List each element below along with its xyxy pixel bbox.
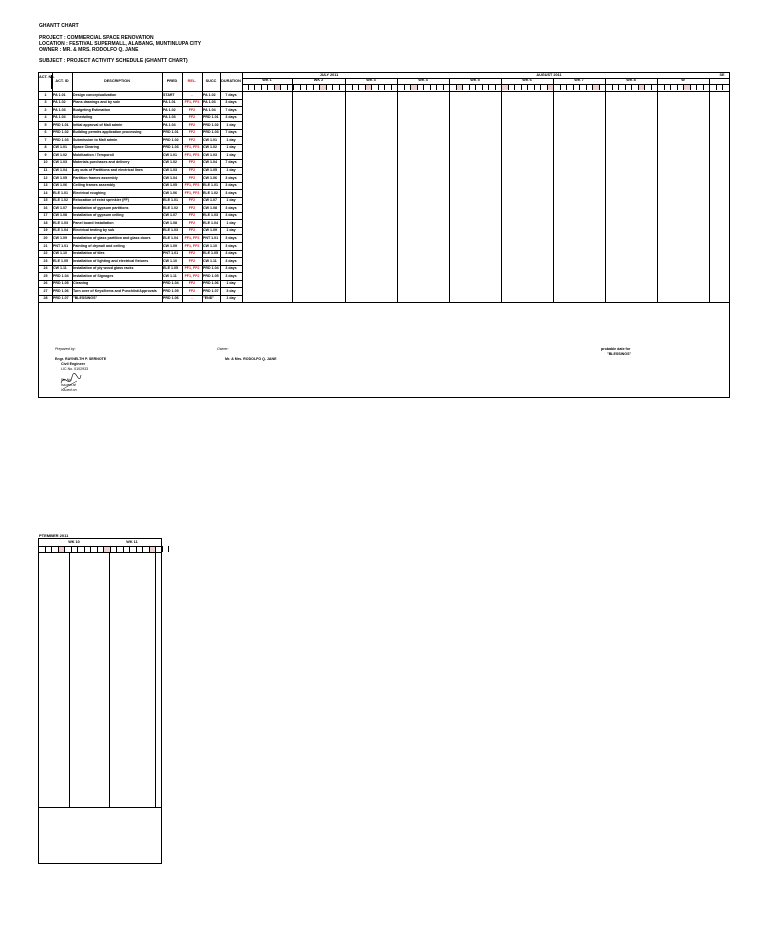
row-id: PA 1.01 bbox=[53, 92, 66, 97]
row-no: 16 bbox=[43, 205, 48, 210]
grid-line bbox=[39, 189, 242, 190]
grid-line bbox=[292, 78, 293, 302]
row-pred: CW 1.01 bbox=[163, 152, 177, 157]
week-header: WK 5 bbox=[470, 78, 480, 82]
row-pred: ELE 1.01 bbox=[163, 198, 178, 203]
row-id: ELE 1.03 bbox=[53, 220, 68, 225]
row-rel: FF1, FF2 bbox=[184, 152, 200, 157]
row-rel: FF2 bbox=[188, 160, 196, 165]
row-dur: 1 day bbox=[226, 122, 236, 127]
probable-date-value: "BLESSINGS" bbox=[607, 352, 632, 356]
row-dur: 1 day bbox=[226, 152, 236, 157]
row-id: PRD 1.07 bbox=[53, 296, 69, 301]
row-id: CW 1.06 bbox=[53, 183, 67, 188]
row-id: ELE 1.05 bbox=[53, 258, 68, 263]
row-rel: FF1, FF2 bbox=[184, 266, 200, 271]
grid-line bbox=[39, 121, 242, 122]
grid-line bbox=[709, 78, 710, 302]
row-succ: PRD 1.02 bbox=[203, 122, 219, 127]
row-desc: Plans drawings and by sole bbox=[73, 100, 121, 105]
row-id: PNT 1.01 bbox=[53, 243, 69, 248]
row-rel: FF1, FF2 bbox=[184, 183, 200, 188]
row-no: 3 bbox=[44, 100, 47, 105]
row-desc: Installation of ply wood glass racks bbox=[73, 266, 134, 271]
row-rel: FF1, FF2 bbox=[184, 145, 200, 150]
grid-line bbox=[39, 106, 242, 107]
row-rel: FF1, FF2 bbox=[184, 273, 200, 278]
row-no: 20 bbox=[43, 235, 48, 240]
row-no: 10 bbox=[43, 160, 48, 165]
row-pred: CW 1.05 bbox=[163, 183, 177, 188]
month-september-continued: PTEMBER 2011 bbox=[39, 533, 69, 538]
row-no: 28 bbox=[43, 296, 48, 301]
owner-label: Owner: bbox=[217, 347, 229, 351]
row-desc: Electrical roughing bbox=[73, 190, 106, 195]
grid-line bbox=[39, 197, 242, 198]
row-succ: CW 1.07 bbox=[203, 198, 217, 203]
row-pred: PNT 1.01 bbox=[163, 251, 179, 256]
week-header: W bbox=[681, 78, 685, 82]
row-pred: PA 1.01 bbox=[163, 100, 176, 105]
grid-line bbox=[182, 73, 183, 302]
row-dur: 3 day bbox=[226, 288, 236, 293]
row-pred: PRD 1.03 bbox=[163, 145, 179, 150]
row-id: CW 1.08 bbox=[53, 213, 67, 218]
row-desc: Cleaning bbox=[73, 281, 89, 286]
signature-icon bbox=[59, 369, 83, 393]
grid-line bbox=[39, 302, 729, 303]
row-no: 25 bbox=[43, 273, 48, 278]
day-cell bbox=[163, 546, 170, 552]
col-header-id: ACT. ID bbox=[55, 79, 69, 83]
grid-line bbox=[39, 250, 242, 251]
row-rel: FF2 bbox=[188, 228, 196, 233]
chart-title: GHANTT CHART bbox=[39, 23, 79, 29]
grid-line bbox=[162, 73, 163, 302]
row-dur: 3 days bbox=[225, 273, 237, 278]
row-desc: Installation of gypsum ceiling bbox=[73, 213, 124, 218]
row-rel: - bbox=[191, 92, 193, 97]
row-no: 2 bbox=[44, 107, 47, 112]
row-dur: 3 days bbox=[225, 258, 237, 263]
grid-line bbox=[155, 552, 156, 807]
week-header: WK 2 bbox=[313, 78, 324, 82]
row-succ: PA 1.04 bbox=[203, 107, 216, 112]
row-succ: PRD 1.03 bbox=[203, 130, 219, 135]
grid-line bbox=[39, 807, 161, 808]
row-pred: CW 1.07 bbox=[163, 213, 177, 218]
row-no: 21 bbox=[43, 243, 48, 248]
row-desc: Budgeting Estimation bbox=[73, 107, 111, 112]
row-id: CW 1.10 bbox=[53, 251, 67, 256]
grid-line bbox=[39, 151, 242, 152]
row-succ: ELE 1.03 bbox=[203, 213, 218, 218]
row-rel: FF2 bbox=[188, 168, 196, 172]
week-header: WK 10 bbox=[68, 540, 80, 544]
row-desc: Ceiling frames assembly bbox=[73, 183, 116, 188]
owner-line: OWNER : MR. & MRS. RODOLFO Q. JANE bbox=[39, 47, 139, 53]
row-id: ELE 1.04 bbox=[53, 228, 68, 233]
row-no: 8 bbox=[44, 145, 47, 150]
row-dur: 7 days bbox=[225, 160, 237, 165]
row-succ: CW 1.03 bbox=[203, 152, 217, 157]
grid-line bbox=[39, 287, 242, 288]
grid-line bbox=[109, 552, 110, 807]
row-succ: PRD 1.07 bbox=[203, 288, 219, 293]
row-rel: FF2 bbox=[188, 288, 196, 293]
row-pred: CW 1.10 bbox=[163, 258, 177, 263]
row-succ: ELE 1.05 bbox=[203, 251, 218, 256]
row-dur: 1 day bbox=[226, 145, 236, 150]
grid-line bbox=[39, 99, 242, 100]
row-pred: ELE 1.04 bbox=[163, 235, 178, 240]
grid-line bbox=[39, 219, 242, 220]
row-pred: PRD 1.05 bbox=[163, 288, 179, 293]
row-rel: FF2 bbox=[188, 220, 196, 225]
week-header: WK 1 bbox=[262, 78, 272, 82]
grid-line bbox=[39, 159, 242, 160]
row-id: CW 1.01 bbox=[53, 145, 67, 150]
prepared-by-label: Prepared by: bbox=[55, 347, 76, 351]
row-no: 14 bbox=[43, 190, 48, 195]
grid-line bbox=[39, 136, 242, 137]
row-desc: Materials purchases and delivery bbox=[73, 160, 130, 165]
row-succ: CW 1.11 bbox=[203, 258, 217, 263]
row-desc: Partition frames assembly bbox=[73, 175, 118, 180]
grid-line bbox=[397, 78, 398, 302]
row-succ: CW 1.09 bbox=[203, 228, 217, 233]
row-no: 1 bbox=[44, 92, 47, 97]
row-succ: PA 1.02 bbox=[203, 92, 216, 97]
row-id: PRD 1.02 bbox=[53, 130, 69, 135]
row-rel: FF1, FF2 bbox=[184, 190, 200, 195]
row-no: 19 bbox=[43, 228, 48, 233]
row-desc: Installation of glass partition and glass doors bbox=[73, 235, 151, 240]
row-desc: Installation of gypsum partitions bbox=[73, 205, 129, 210]
engineer-role: Civil Engineer bbox=[61, 362, 85, 366]
week-header: WK 6 bbox=[522, 78, 532, 82]
row-dur: 7 days bbox=[225, 92, 237, 97]
row-no: 18 bbox=[43, 220, 48, 225]
row-no: 12 bbox=[43, 175, 48, 180]
row-desc: Design conceptualization bbox=[73, 92, 117, 97]
grid-line bbox=[69, 552, 70, 807]
row-desc: Submission to Mall admin bbox=[73, 137, 118, 142]
row-desc: "BLESSINGS" bbox=[73, 296, 98, 301]
grid-line bbox=[39, 204, 242, 205]
row-rel: FF2 bbox=[188, 122, 196, 127]
row-succ: PRD 1.05 bbox=[203, 273, 219, 278]
grid-line bbox=[39, 212, 242, 213]
row-id: ELE 1.02 bbox=[53, 198, 68, 203]
row-succ: CW 1.02 bbox=[203, 145, 217, 150]
row-dur: 3 days bbox=[225, 205, 237, 210]
row-rel: FF2 bbox=[188, 175, 196, 180]
row-dur: 1 day bbox=[226, 137, 236, 142]
grid-line bbox=[39, 144, 242, 145]
row-succ: PRD 1.06 bbox=[203, 281, 219, 286]
row-pred: CW 1.11 bbox=[163, 273, 177, 278]
row-rel: FF2 bbox=[188, 251, 196, 256]
grid-line bbox=[39, 167, 242, 168]
probable-date-label: probable date for bbox=[601, 347, 631, 351]
row-desc: Relocation of exist sprinkler (FF) bbox=[73, 198, 129, 203]
row-dur: 1 day bbox=[226, 220, 236, 225]
row-pred: CW 1.09 bbox=[163, 243, 177, 248]
row-pred: PRD 1.02 bbox=[163, 137, 179, 142]
row-desc: Painting of drywall and ceiling bbox=[73, 243, 125, 248]
grid-line bbox=[202, 73, 203, 302]
week-header: WK 4 bbox=[418, 78, 428, 82]
grid-line bbox=[52, 73, 53, 302]
grid-line bbox=[39, 295, 242, 296]
month-september-start: SE bbox=[719, 73, 725, 77]
row-pred: PA 1.02 bbox=[163, 107, 176, 112]
row-dur: 3 days bbox=[225, 183, 237, 188]
row-no: 15 bbox=[43, 198, 48, 203]
row-id: ELE 1.01 bbox=[53, 190, 68, 195]
row-pred: PA 1.03 bbox=[163, 115, 176, 120]
row-desc: Initial approval of Mall admin bbox=[73, 122, 123, 127]
row-dur: 3 days bbox=[225, 213, 237, 218]
subject-line: SUBJECT : PROJECT ACTIVITY SCHEDULE (GHANTT CHART) bbox=[39, 58, 188, 64]
row-pred: ELE 1.02 bbox=[163, 205, 178, 210]
grid-line bbox=[39, 234, 242, 235]
owner-name: Mr. & Mrs. RODOLFO Q. JANE bbox=[225, 357, 277, 361]
grid-line bbox=[39, 174, 242, 175]
engineer-license: LIC No. 0102933 bbox=[61, 367, 89, 371]
grid-line bbox=[39, 91, 729, 92]
row-succ: PRD 1.01 bbox=[203, 115, 219, 120]
month-july: JULY 2011 bbox=[319, 73, 339, 77]
row-rel: FF2 bbox=[188, 213, 196, 218]
row-desc: Installation of tiles bbox=[73, 251, 105, 256]
col-header-succ: SUCC bbox=[205, 79, 217, 83]
row-pred: PRD 1.01 bbox=[163, 130, 179, 135]
row-dur: 3 days bbox=[225, 243, 237, 248]
row-no: 26 bbox=[43, 281, 48, 286]
row-dur: 3 days bbox=[225, 266, 237, 271]
row-id: PA 1.03 bbox=[53, 107, 66, 112]
gantt-sheet bbox=[38, 72, 730, 398]
row-succ: CW 1.06 bbox=[203, 175, 217, 180]
row-succ: ELE 1.02 bbox=[203, 190, 218, 195]
gantt-sheet-continued bbox=[38, 538, 162, 864]
row-no: 9 bbox=[44, 152, 47, 157]
row-id: CW 1.04 bbox=[53, 168, 67, 172]
grid-line bbox=[242, 84, 729, 85]
row-succ: CW 1.01 bbox=[203, 137, 217, 142]
row-rel: FF1, FF2 bbox=[184, 235, 200, 240]
row-succ: CW 1.05 bbox=[203, 168, 217, 172]
ptr-no: Ptr No. bbox=[61, 378, 73, 382]
row-succ: PA 1.03 bbox=[203, 100, 216, 105]
row-id: CW 1.05 bbox=[53, 175, 67, 180]
row-no: 24 bbox=[43, 266, 48, 271]
grid-line bbox=[39, 114, 242, 115]
row-succ: ELE 1.01 bbox=[203, 183, 218, 188]
grid-line bbox=[39, 272, 242, 273]
row-id: PRD 1.06 bbox=[53, 288, 69, 293]
row-no: 7 bbox=[44, 137, 47, 142]
grid-line bbox=[39, 257, 242, 258]
col-header-dur: DURATION bbox=[221, 79, 241, 83]
row-succ: CW 1.08 bbox=[203, 205, 217, 210]
row-dur: 7 days bbox=[225, 107, 237, 112]
row-succ: CW 1.04 bbox=[203, 160, 217, 165]
row-succ: PNT 1.01 bbox=[203, 235, 219, 240]
grid-line bbox=[449, 78, 450, 302]
row-pred: ELE 1.03 bbox=[163, 228, 178, 233]
row-dur: 1 day bbox=[226, 281, 236, 286]
row-dur: 1 day bbox=[226, 228, 236, 233]
grid-line bbox=[39, 546, 161, 547]
row-succ: "END" bbox=[203, 296, 214, 301]
row-rel: FF2 bbox=[188, 205, 196, 210]
grid-line bbox=[220, 73, 221, 302]
row-id: CW 1.07 bbox=[53, 205, 67, 210]
row-desc: Lay outs of Partitions and electrical lines bbox=[73, 168, 143, 172]
row-pred: ELE 1.05 bbox=[163, 266, 178, 271]
row-dur: 1 day bbox=[226, 198, 236, 203]
row-id: CW 1.03 bbox=[53, 160, 67, 165]
col-header-desc: DESCRIPTION bbox=[104, 79, 130, 83]
row-id: PRD 1.03 bbox=[53, 137, 69, 142]
grid-line bbox=[39, 280, 242, 281]
row-pred: PRD 1.06 bbox=[163, 296, 179, 301]
row-no: 13 bbox=[43, 183, 48, 188]
row-rel: FF2 bbox=[188, 107, 196, 112]
row-rel: FF1, FF2 bbox=[184, 100, 200, 105]
row-pred: CW 1.08 bbox=[163, 220, 177, 225]
row-dur: 3 days bbox=[225, 175, 237, 180]
row-id: CW 1.11 bbox=[53, 266, 67, 271]
row-no: 27 bbox=[43, 288, 48, 293]
grid-line bbox=[39, 182, 242, 183]
row-pred: CW 1.04 bbox=[163, 175, 177, 180]
col-header-no: ACT. No. bbox=[39, 75, 52, 89]
grid-line bbox=[39, 227, 242, 228]
row-desc: Scheduling bbox=[73, 115, 93, 120]
row-dur: 3 days bbox=[225, 100, 237, 105]
issued-on: Issued on bbox=[61, 388, 77, 392]
row-no: 22 bbox=[43, 251, 48, 256]
grid-line bbox=[657, 78, 658, 302]
row-desc: Mobilization / Temporoll bbox=[73, 152, 114, 157]
row-desc: Space Clearing bbox=[73, 145, 99, 150]
row-no: 23 bbox=[43, 258, 48, 263]
grid-line bbox=[39, 129, 242, 130]
grid-line bbox=[242, 78, 729, 79]
row-rel: FF2 bbox=[188, 258, 196, 263]
row-desc: Installation of Signages bbox=[73, 273, 114, 278]
row-id: CW 1.09 bbox=[53, 235, 67, 240]
project-line: PROJECT : COMMERCIAL SPACE RENOVATION bbox=[39, 35, 154, 41]
row-pred: PA 1.04 bbox=[163, 122, 176, 127]
row-no: 6 bbox=[44, 130, 47, 135]
col-header-pred: PRED bbox=[166, 79, 178, 83]
row-id: PRD 1.01 bbox=[53, 122, 69, 127]
grid-line bbox=[242, 78, 243, 302]
week-header: WK 11 bbox=[126, 540, 138, 544]
row-no: 17 bbox=[43, 213, 48, 218]
row-rel: FF2 bbox=[188, 281, 196, 286]
row-desc: Electrical testing by sub bbox=[73, 228, 115, 233]
row-dur: 3 days bbox=[225, 235, 237, 240]
row-desc: Building permits application processing bbox=[73, 130, 142, 135]
week-header: WK 7 bbox=[574, 78, 584, 82]
row-id: PA 1.04 bbox=[53, 115, 66, 120]
row-id: CW 1.02 bbox=[53, 152, 67, 157]
row-pred: CW 1.02 bbox=[163, 160, 177, 165]
grid-line bbox=[39, 242, 242, 243]
row-dur: 3 days bbox=[225, 115, 237, 120]
row-no: 11 bbox=[43, 168, 48, 172]
row-rel: FF2 bbox=[188, 115, 196, 120]
location-line: LOCATION : FESTIVAL SUPERMALL, ALABANG, MUNTINLUPA CITY bbox=[39, 41, 202, 47]
row-rel: FF1, FF2 bbox=[184, 243, 200, 248]
grid-line bbox=[605, 78, 606, 302]
row-succ: PRD 1.04 bbox=[203, 266, 219, 271]
issued-at: Issued at bbox=[61, 383, 76, 387]
row-dur: 1 day bbox=[226, 296, 236, 301]
grid-line bbox=[501, 78, 502, 302]
row-rel: - bbox=[191, 296, 193, 301]
row-desc: Panel board Installation bbox=[73, 220, 114, 225]
row-dur: 7 days bbox=[225, 130, 237, 135]
grid-line bbox=[39, 552, 161, 553]
row-rel: FF2 bbox=[188, 198, 196, 203]
row-id: PRD 1.05 bbox=[53, 281, 69, 286]
row-id: PRD 1.04 bbox=[53, 273, 69, 278]
col-header-rel: REL. bbox=[187, 79, 197, 83]
row-desc: Installation of lighting and electrical fixtures bbox=[73, 258, 149, 263]
row-id: PA 1.02 bbox=[53, 100, 66, 105]
row-succ: ELE 1.04 bbox=[203, 220, 218, 225]
grid-line bbox=[72, 73, 73, 302]
month-august: AUGUST 2011 bbox=[536, 73, 562, 77]
row-succ: CW 1.10 bbox=[203, 243, 217, 248]
row-rel: FF2 bbox=[188, 137, 196, 142]
row-dur: 3 days bbox=[225, 251, 237, 256]
grid-line bbox=[39, 265, 242, 266]
row-pred: START bbox=[163, 92, 175, 97]
engineer-name: Engr. RAYNELTH P. SERNOTE bbox=[55, 357, 107, 361]
row-pred: CW 1.03 bbox=[163, 168, 177, 172]
row-desc: Turn over of Keys/Items and Punchlist/Approvals bbox=[73, 288, 157, 293]
grid-line bbox=[553, 78, 554, 302]
row-rel: FF2 bbox=[188, 130, 196, 135]
row-dur: 1 day bbox=[226, 168, 236, 172]
row-no: 4 bbox=[44, 115, 47, 120]
week-header: WK 3 bbox=[366, 78, 376, 82]
grid-line bbox=[345, 78, 346, 302]
row-no: 5 bbox=[44, 122, 47, 127]
row-pred: CW 1.06 bbox=[163, 190, 177, 195]
row-pred: PRD 1.04 bbox=[163, 281, 179, 286]
row-dur: 3 days bbox=[225, 190, 237, 195]
week-header: WK 8 bbox=[626, 78, 636, 82]
